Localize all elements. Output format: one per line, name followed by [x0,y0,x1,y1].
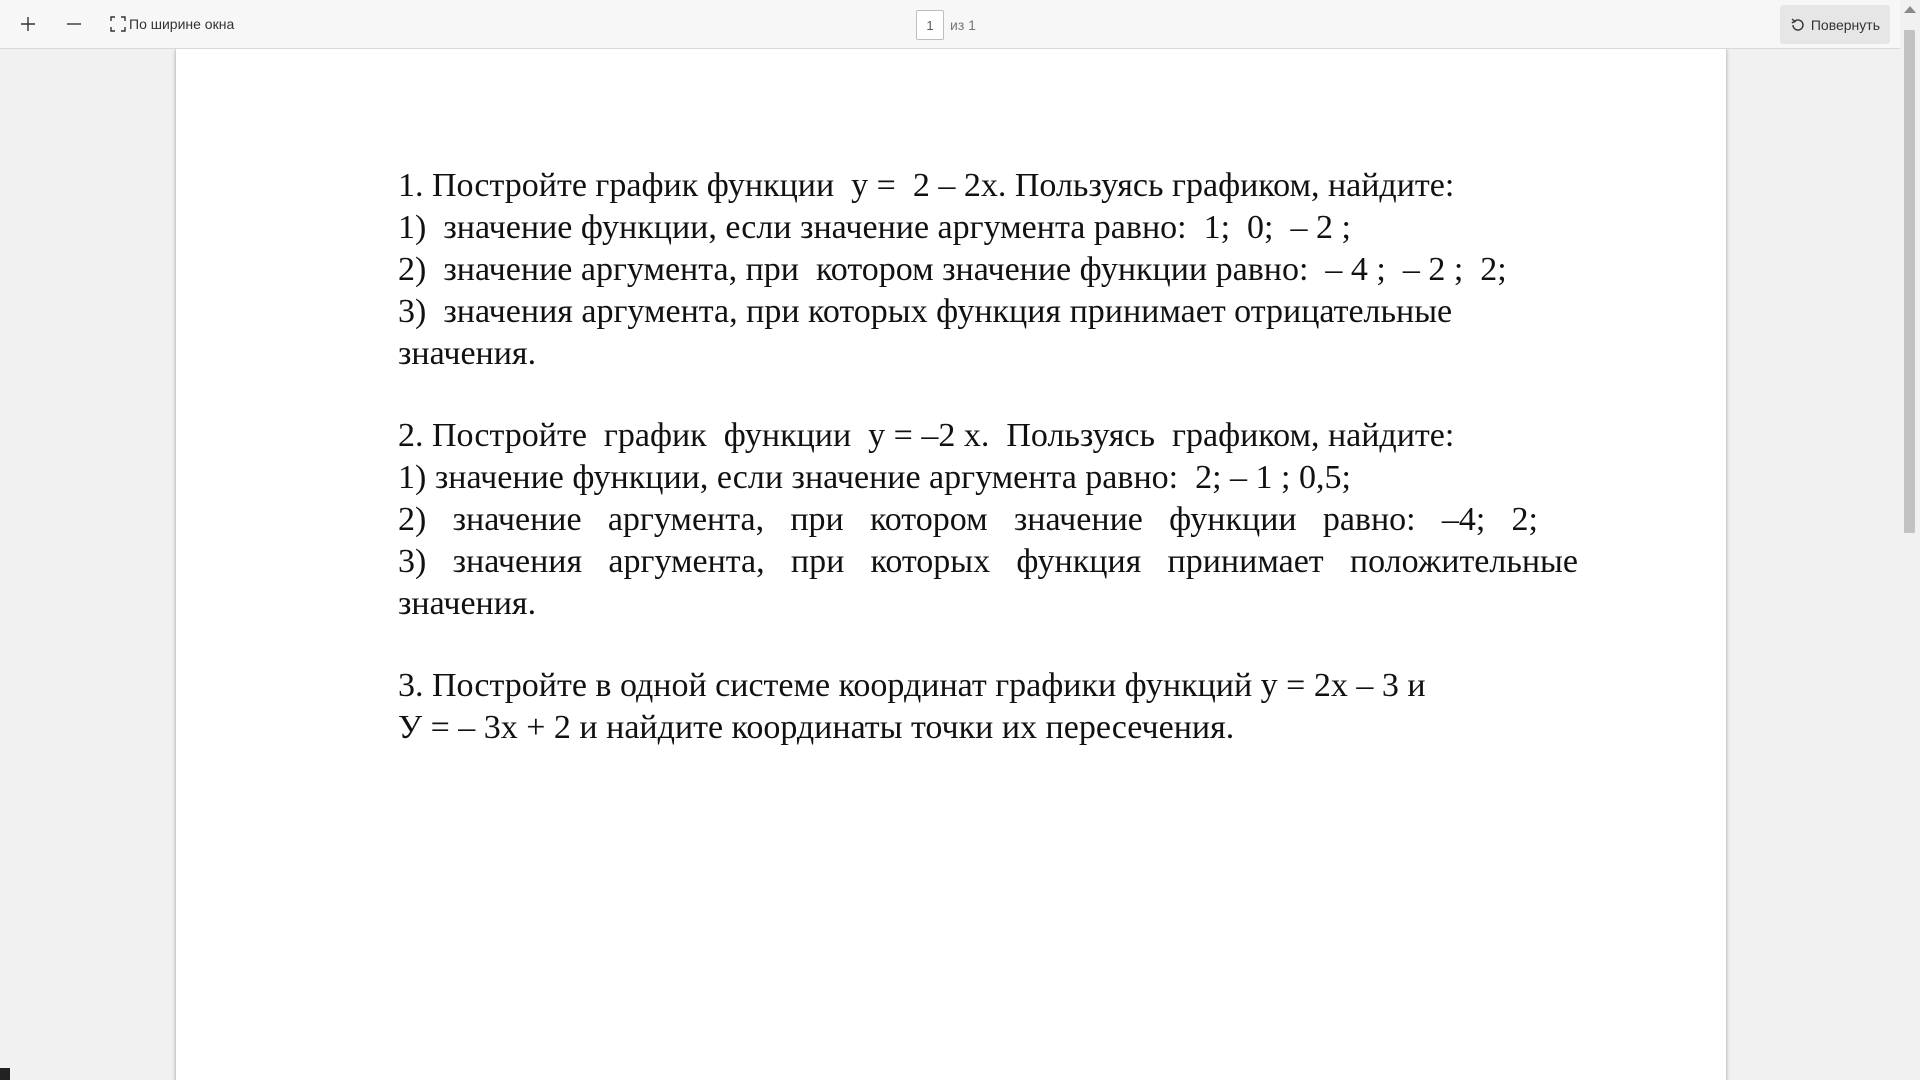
zoom-out-button[interactable] [56,6,92,42]
document-page [176,49,1726,1080]
task-1-line: 1. Постройте график функции у = 2 – 2х. Пользуясь графиком, найдите: [398,167,1455,204]
task-1-line: 2) значение аргумента, при котором значение функции равно: – 4 ; – 2 ; 2; [398,251,1507,288]
task-2-line: 2. Постройте график функции у = –2 х. Пользуясь графиком, найдите: [398,417,1455,454]
rotate-icon [1790,17,1806,33]
task-3 [398,665,1578,749]
task-1-line: 1) значение функции, если значение аргумента равно: 1; 0; – 2 ; [398,209,1351,246]
page-text [398,165,1578,789]
task-2-line: 3) значения аргумента, при которых функция принимает положительные [398,543,1578,580]
task-1-line: значения. [398,335,537,372]
task-1 [398,165,1578,375]
fit-width-icon [110,16,126,32]
task-3-line: У = – 3х + 2 и найдите координаты точки их пересечения. [398,709,1235,746]
task-3-line: 3. Постройте в одной системе координат графики функций у = 2х – 3 и [398,667,1426,704]
rotate-button[interactable] [1780,5,1890,44]
fit-width-label: По ширине окна [129,16,235,32]
scroll-up-arrow-icon[interactable] [1904,6,1916,13]
plus-icon [20,16,36,32]
page-navigation [916,10,976,40]
task-2-line: 1) значение функции, если значение аргумента равно: 2; – 1 ; 0,5; [398,459,1351,496]
document-viewport[interactable] [0,49,1900,1080]
task-2-line: значения. [398,585,537,622]
task-2-line: 2) значение аргумента, при котором значение функции равно: –4; 2; [398,501,1538,538]
minus-icon [66,16,82,32]
page-number-input[interactable] [916,10,944,40]
scrollbar-thumb[interactable] [1904,30,1915,533]
task-2 [398,415,1578,625]
zoom-in-button[interactable] [10,6,46,42]
viewer-toolbar [0,0,1920,49]
corner-marker [0,1068,10,1080]
vertical-scrollbar[interactable] [1900,0,1920,1080]
task-1-line: 3) значения аргумента, при которых функция принимает отрицательные [398,293,1453,330]
rotate-label: Повернуть [1810,16,1880,33]
page-count-label: из 1 [950,17,976,33]
fit-width-button[interactable] [104,6,240,42]
